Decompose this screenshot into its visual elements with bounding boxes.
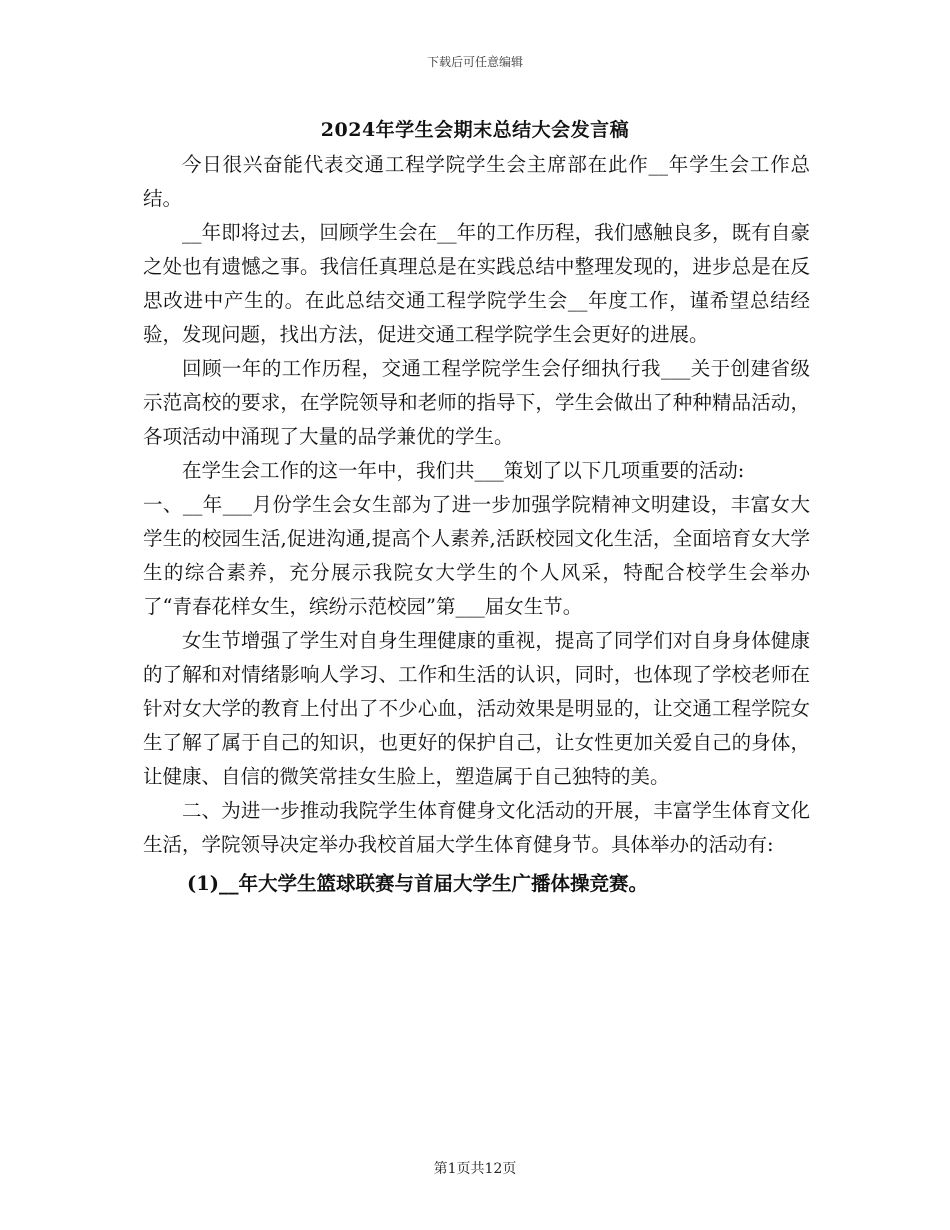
paragraph-womens-day: 女生节增强了学生对自身生理健康的重视，提高了同学们对自身身体健康的了解和对情绪影响人学习、工作和生活的认识，同时，也体现了学校老师在针对女大学的教育上付出了不少心血，活动效果是明显的，让交通工程学院女生了解了属于自己的知识，也更好的保护自己，让女性更加关爱自己的身体，让健康、自信的微笑常挂女生脸上，塑造属于自己独特的美。 bbox=[143, 629, 810, 788]
paragraph-work-history: 回顾一年的工作历程，交通工程学院学生会仔细执行我___关于创建省级示范高校的要求，在学院领导和老师的指导下，学生会做出了种种精品活动，各项活动中涌现了大量的品学兼优的学生。 bbox=[143, 357, 810, 448]
page-number: 第1页共12页 bbox=[433, 1161, 517, 1177]
page-header: 下载后可任意编辑 bbox=[426, 55, 523, 69]
document-title: 2024年学生会期末总结大会发言稿 bbox=[320, 119, 630, 141]
paragraph-intro: 今日很兴奋能代表交通工程学院学生会主席部在此作__年学生会工作总结。 bbox=[143, 153, 810, 210]
paragraph-activity-one: 一、__年___月份学生会女生部为了进一步加强学院精神文明建设，丰富女大学生的校园生活,促进沟通,提高个人素养,活跃校园文化生活，全面培育女大学生的综合素养，充分展示我院女大学生的个人风采，特配合校学生会举办了“青春花样女生，缤纷示范校园”第___届女生节。 bbox=[143, 493, 810, 618]
subheading-basketball: (1)__年大学生篮球联赛与首届大学生广播体操竞赛。 bbox=[187, 872, 649, 895]
paragraph-activities-intro: 在学生会工作的这一年中，我们共___策划了以下几项重要的活动: bbox=[182, 459, 745, 482]
paragraph-activity-two: 二、为进一步推动我院学生体育健身文化活动的开展，丰富学生体育文化生活，学院领导决定举办我校首届大学生体育健身节。具体举办的活动有: bbox=[143, 799, 810, 856]
document-body bbox=[143, 148, 810, 902]
paragraph-review: __年即将过去，回顾学生会在__年的工作历程，我们感触良多，既有自豪之处也有遗憾之事。我信任真理总是在实践总结中整理发现的，进步总是在反思改进中产生的。在此总结交通工程学院学生会__年度工作，谨希望总结经验，发现问题，找出方法，促进交通工程学院学生会更好的进展。 bbox=[143, 221, 810, 346]
